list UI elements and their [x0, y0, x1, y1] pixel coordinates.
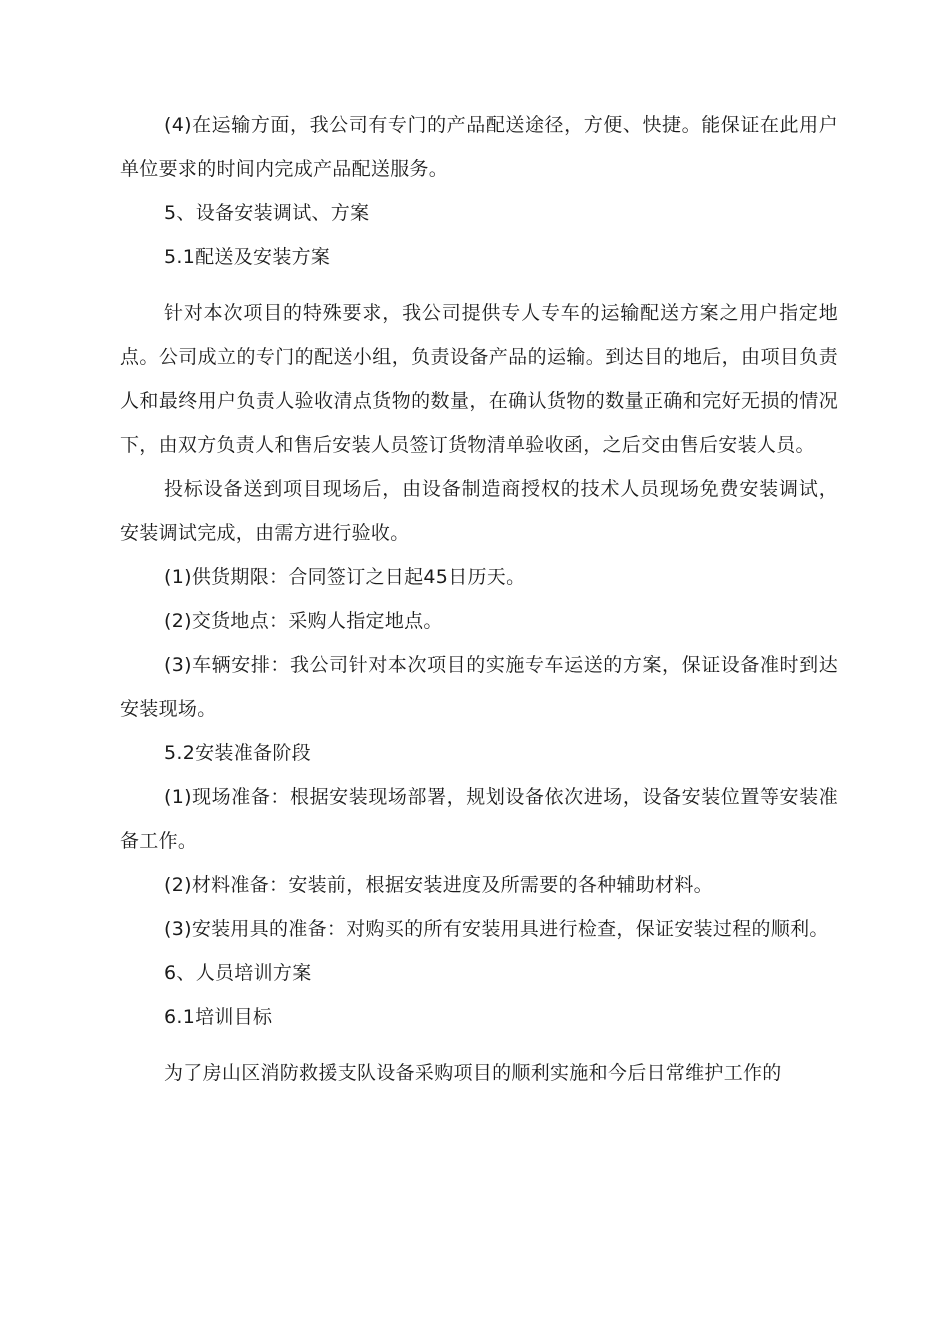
paragraph-installation: 投标设备送到项目现场后，由设备制造商授权的技术人员现场免费安装调试，安装调试完成，由需方进行验收。 [120, 478, 838, 544]
list-item-tool-preparation: (3)安装用具的准备：对购买的所有安装用具进行检查，保证安装过程的顺利。 [164, 918, 829, 940]
subsection-heading-5-2: 5.2安装准备阶段 [164, 742, 311, 764]
subsection-heading-5-1: 5.1配送及安装方案 [164, 246, 331, 268]
list-item-supply-period: (1)供货期限：合同签订之日起45日历天。 [164, 566, 526, 588]
paragraph-transport: (4)在运输方面，我公司有专门的产品配送途径，方便、快捷。能保证在此用户单位要求的时间内完成产品配送服务。 [120, 114, 838, 180]
list-item-vehicle-arrangement: (3)车辆安排：我公司针对本次项目的实施专车运送的方案，保证设备准时到达安装现场。 [120, 654, 838, 720]
list-item-site-preparation: (1)现场准备：根据安装现场部署，规划设备依次进场，设备安装位置等安装准备工作。 [120, 786, 838, 852]
list-item-material-preparation: (2)材料准备：安装前，根据安装进度及所需要的各种辅助材料。 [164, 874, 713, 896]
paragraph-delivery-plan: 针对本次项目的特殊要求，我公司提供专人专车的运输配送方案之用户指定地点。公司成立的专门的配送小组，负责设备产品的运输。到达目的地后，由项目负责人和最终用户负责人验收清点货物的数量，在确认货物的数量正确和完好无损的情况下，由双方负责人和售后安装人员签订货物清单验收函，之后交由售后安装人员。 [120, 302, 838, 456]
section-heading-5: 5、设备安装调试、方案 [164, 202, 370, 224]
document-body [120, 103, 838, 1095]
list-item-delivery-location: (2)交货地点：采购人指定地点。 [164, 610, 443, 632]
paragraph-training-goal: 为了房山区消防救援支队设备采购项目的顺利实施和今后日常维护工作的 [164, 1062, 782, 1084]
subsection-heading-6-1: 6.1培训目标 [164, 1006, 273, 1028]
section-heading-6: 6、人员培训方案 [164, 962, 312, 984]
